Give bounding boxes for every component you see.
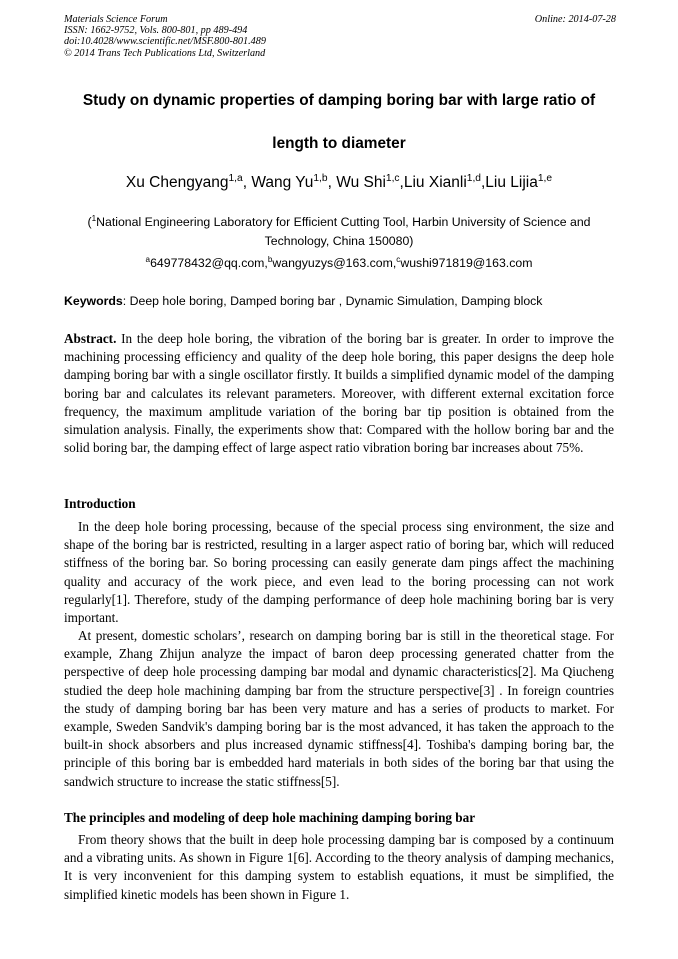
email-address[interactable]: wushi971819@163.com bbox=[400, 256, 533, 270]
email-address[interactable]: wangyuzys@163.com, bbox=[272, 256, 397, 270]
affiliation-text: National Engineering Laboratory for Efficient Cutting Tool, Harbin University of Science and Technology, China 150080) bbox=[96, 215, 591, 248]
author-separator: , bbox=[480, 174, 486, 191]
introduction-paragraph-2: At present, domestic scholars’, research on damping boring bar is still in the theoretical stage. For example, Zhang Zhijun analyze the impact of baron deep processing generated chatter from the perspective of deep hole processing damping bar modal and dynamic characteristics[2]. Ma Qiucheng studied the deep hole machining damping bar from the structure perspective[3] . In foreign countries the study of damping boring bar has been very mature and has a series of products to market. For example, Sweden Sandvik's damping boring bar is the most advanced, it has taken the approach to the built-in shock absorbers and plus increased dynamic stiffness[4]. Toshiba's damping boring bar, the principle of this boring bar is embedded hard materials in both sides of the boring bar that using the sandwich structure to increase the static stiffness[5]. bbox=[64, 628, 614, 789]
email-list bbox=[40, 256, 638, 270]
journal-header bbox=[64, 14, 616, 59]
paper-title-line-1: Study on dynamic properties of damping boring bar with large ratio of bbox=[82, 92, 596, 109]
author-name: Wang Yu bbox=[251, 174, 314, 191]
section-heading-introduction: Introduction bbox=[64, 496, 136, 511]
author-separator: , bbox=[399, 174, 404, 191]
keywords-text: : Deep hole boring, Damped boring bar , Dynamic Simulation, Damping block bbox=[122, 294, 543, 308]
email-address[interactable]: 649778432@qq.com, bbox=[150, 256, 268, 270]
email-mark: c bbox=[396, 254, 401, 264]
affiliation bbox=[70, 213, 608, 251]
author-affiliation-mark: 1,b bbox=[313, 172, 328, 184]
author-separator: , bbox=[327, 174, 337, 191]
issn-line: ISSN: 1662-9752, Vols. 800-801, pp 489-494 bbox=[64, 25, 248, 37]
email-mark: a bbox=[145, 254, 151, 264]
principles-paragraph-1: From theory shows that the built in deep hole processing damping bar is composed by a continuum and a vibrating units. As shown in Figure 1[6]. According to the theory analysis of damping mechanics, It is very inconvenient for this damping system to establish equations, it must be simplified, the simplified kinetic models has been shown in Figure 1. bbox=[64, 832, 614, 902]
keywords-label: Keywords bbox=[64, 294, 123, 308]
section-heading-principles: The principles and modeling of deep hole machining damping boring bar bbox=[64, 810, 476, 825]
journal-name: Materials Science Forum bbox=[64, 14, 168, 25]
keywords bbox=[64, 294, 616, 308]
copyright-line: © 2014 Trans Tech Publications Ltd, Switzerland bbox=[64, 47, 266, 59]
abstract bbox=[64, 330, 614, 457]
author-affiliation-mark: 1,d bbox=[466, 172, 481, 184]
author-name: Xu Chengyang bbox=[125, 174, 229, 191]
paper-title-line-2: length to diameter bbox=[272, 135, 406, 152]
author-name: Wu Shi bbox=[336, 174, 386, 191]
affiliation-open-paren: ( bbox=[87, 215, 92, 229]
author-name: Liu Lijia bbox=[485, 174, 538, 191]
affiliation-mark: 1 bbox=[91, 213, 97, 223]
author-separator: , bbox=[242, 174, 252, 191]
introduction-paragraph-1: In the deep hole boring processing, because of the special process sing environment, the size and shape of the boring bar is restricted, resulting in a larger aspect ratio of boring bar, which will reduced stiffness of the boring bar. So boring processing can easily generate dam pings affect the machining quality and accuracy of the work piece, and even lead to the boring processing can not work regularly[1]. Therefore, study of the damping performance of deep hole machining boring bar is very important. bbox=[64, 519, 614, 626]
doi-line: doi:10.4028/www.scientific.net/MSF.800-801.489 bbox=[64, 36, 266, 48]
author-affiliation-mark: 1,a bbox=[228, 172, 243, 184]
author-list bbox=[40, 174, 638, 192]
abstract-text: In the deep hole boring, the vibration of the boring bar is greater. In order to improve the machining processing efficiency and quality of the deep hole boring, this paper designs the deep hole damping boring bar with a single oscillator firstly. It builds a simplified dynamic model of the damping boring bar and calculates its relevant parameters. Moreover, with different external excitation force frequency, the maximum amplitude variation of the boring bar tip position is obtained from the simulation analysis. Finally, the experiments show that: Compared with the hollow boring bar and the solid boring bar, the damping effect of large aspect ratio vibration boring bar increases about 75%. bbox=[64, 331, 614, 456]
online-date: Online: 2014-07-28 bbox=[534, 14, 616, 25]
email-mark: b bbox=[267, 254, 273, 264]
author-affiliation-mark: 1,e bbox=[537, 172, 553, 184]
abstract-label: Abstract. bbox=[64, 331, 117, 346]
author-affiliation-mark: 1,c bbox=[385, 172, 400, 184]
author-name: Liu Xianli bbox=[403, 174, 467, 191]
